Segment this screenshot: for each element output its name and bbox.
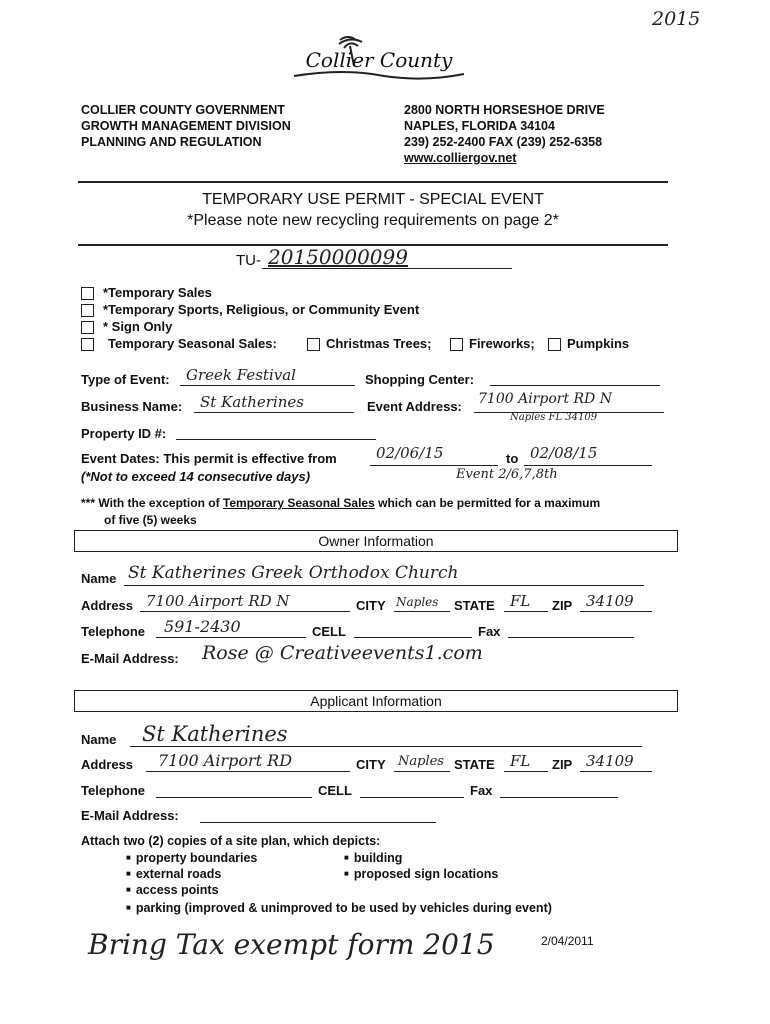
owner-phone-value[interactable]: 591-2430 [164,617,241,636]
seasonal-label: Temporary Seasonal Sales: [108,336,277,351]
pumpkins-label: Pumpkins [567,336,630,351]
applicant-phone-field[interactable] [156,797,312,798]
attach-bullet: ■ property boundaries [126,851,257,865]
handwritten-note: Bring Tax exempt form 2015 [88,928,495,961]
header-right [404,102,605,166]
page-subtitle: *Please note new recycling requirements on page 2* [187,212,559,229]
date-from-value[interactable]: 02/06/15 [376,444,444,462]
sign-only-checkbox[interactable] [81,321,94,334]
applicant-state-value[interactable]: FL [510,752,531,770]
owner-email-value[interactable]: Rose @ Creativeevents1.com [202,642,483,664]
owner-name-value[interactable]: St Katherines Greek Orthodox Church [128,563,459,583]
business-name-label: Business Name: [81,399,183,414]
applicant-section-title: Applicant Information [310,693,442,709]
applicant-name-label: Name [81,732,117,747]
sports-checkbox[interactable] [81,304,94,317]
applicant-address-label: Address [81,757,134,772]
field-line [580,771,652,772]
owner-section-title: Owner Information [318,533,434,549]
field-line [124,585,644,586]
event-address-label: Event Address: [367,399,462,414]
not-exceed-note: (*Not to exceed 14 consecutive days) [81,469,311,484]
field-line [370,465,498,466]
date-to-value[interactable]: 02/08/15 [530,444,598,462]
applicant-cell-field[interactable] [360,797,464,798]
owner-state-value[interactable]: FL [510,592,531,610]
property-id-field[interactable] [176,439,376,440]
exception-text: *** With the exception of [81,496,220,510]
attach-bullet: ■ parking (improved & unimproved to be used by vehicles during event) [126,901,552,915]
property-id-label: Property ID #: [81,426,167,441]
applicant-email-label: E-Mail Address: [81,808,179,823]
header-left-line: COLLIER COUNTY GOVERNMENT [81,103,285,117]
owner-zip-value[interactable]: 34109 [586,592,634,610]
christmas-label: Christmas Trees; [326,336,432,351]
field-line [180,385,355,386]
tu-label: TU- [236,252,261,269]
form-date: 2/04/2011 [541,934,594,948]
field-line [580,611,652,612]
exception-note-cont: of five (5) weeks [104,513,197,527]
tu-number[interactable]: 20150000099 [268,245,408,269]
seasonal-checkbox[interactable] [81,338,94,351]
field-line [146,771,350,772]
applicant-email-field[interactable] [200,822,436,823]
exception-note [81,496,600,510]
christmas-checkbox[interactable] [307,338,320,351]
owner-cell-field[interactable] [354,637,472,638]
owner-name-label: Name [81,571,117,586]
shopping-center-field[interactable] [490,385,660,386]
attach-bullet: ■ access points [126,883,219,897]
shopping-center-label: Shopping Center: [365,372,475,387]
event-address-city[interactable]: Naples FL 34109 [510,412,598,423]
event-type-value[interactable]: Greek Festival [186,366,296,384]
header-right-line: 239) 252-2400 FAX (239) 252-6358 [404,135,603,149]
sign-only-label: * Sign Only [103,319,173,334]
field-line [140,611,350,612]
fireworks-label: Fireworks; [469,336,535,351]
applicant-zip-value[interactable]: 34109 [586,752,634,770]
applicant-city-value[interactable]: Naples [398,754,444,769]
applicant-fax-label: Fax [470,783,493,798]
field-line [130,746,642,747]
header-left-line: PLANNING AND REGULATION [81,135,262,149]
fireworks-checkbox[interactable] [450,338,463,351]
owner-cell-label: CELL [312,624,346,639]
field-line [194,412,354,413]
field-line [156,637,306,638]
handwritten-year: 2015 [652,8,701,30]
owner-section-header [74,530,678,552]
business-name-value[interactable]: St Katherines [200,393,304,411]
sports-label: *Temporary Sports, Religious, or Community Event [103,302,420,317]
attach-bullet: ■ external roads [126,867,221,881]
owner-city-label: CITY [356,598,386,613]
event-days-note: Event 2/6,7,8th [456,467,558,482]
owner-phone-label: Telephone [81,624,146,639]
owner-fax-field[interactable] [508,637,634,638]
header-right-line: 2800 NORTH HORSESHOE DRIVE [404,103,605,117]
owner-city-value[interactable]: Naples [396,595,439,609]
temp-sales-checkbox[interactable] [81,287,94,300]
field-line [394,611,450,612]
event-dates-label: Event Dates: This permit is effective from [81,451,337,466]
header-left [81,102,291,150]
field-line [394,771,450,772]
field-line [524,465,652,466]
field-line [504,771,548,772]
owner-state-label: STATE [454,598,495,613]
owner-zip-label: ZIP [552,598,573,613]
page-title: TEMPORARY USE PERMIT - SPECIAL EVENT [202,191,544,208]
event-type-label: Type of Event: [81,372,170,387]
header-left-line: GROWTH MANAGEMENT DIVISION [81,119,291,133]
county-logo [284,36,474,86]
owner-address-label: Address [81,598,134,613]
attach-intro: Attach two (2) copies of a site plan, which depicts: [81,834,381,848]
exception-text: which can be permitted for a maximum [378,496,601,510]
applicant-section-header [74,690,678,712]
applicant-cell-label: CELL [318,783,352,798]
attach-bullet: ■ proposed sign locations [344,867,498,881]
header-right-line: NAPLES, FLORIDA 34104 [404,119,555,133]
applicant-state-label: STATE [454,757,495,772]
owner-email-label: E-Mail Address: [81,651,179,666]
to-label: to [506,451,519,466]
logo-text: Collier County [305,48,453,72]
temp-sales-label: *Temporary Sales [103,285,212,300]
applicant-fax-field[interactable] [500,797,618,798]
applicant-city-label: CITY [356,757,386,772]
applicant-name-value[interactable]: St Katherines [142,722,288,746]
owner-fax-label: Fax [478,624,501,639]
event-address-value[interactable]: 7100 Airport RD N [478,391,612,407]
applicant-zip-label: ZIP [552,757,573,772]
website-link[interactable]: www.colliergov.net [404,151,517,165]
divider [78,181,668,183]
applicant-address-value[interactable]: 7100 Airport RD [158,751,293,770]
field-line [504,611,548,612]
attach-bullet: ■ building [344,851,402,865]
pumpkins-checkbox[interactable] [548,338,561,351]
applicant-phone-label: Telephone [81,783,146,798]
owner-address-value[interactable]: 7100 Airport RD N [146,592,290,610]
exception-link-text: Temporary Seasonal Sales [222,496,375,510]
